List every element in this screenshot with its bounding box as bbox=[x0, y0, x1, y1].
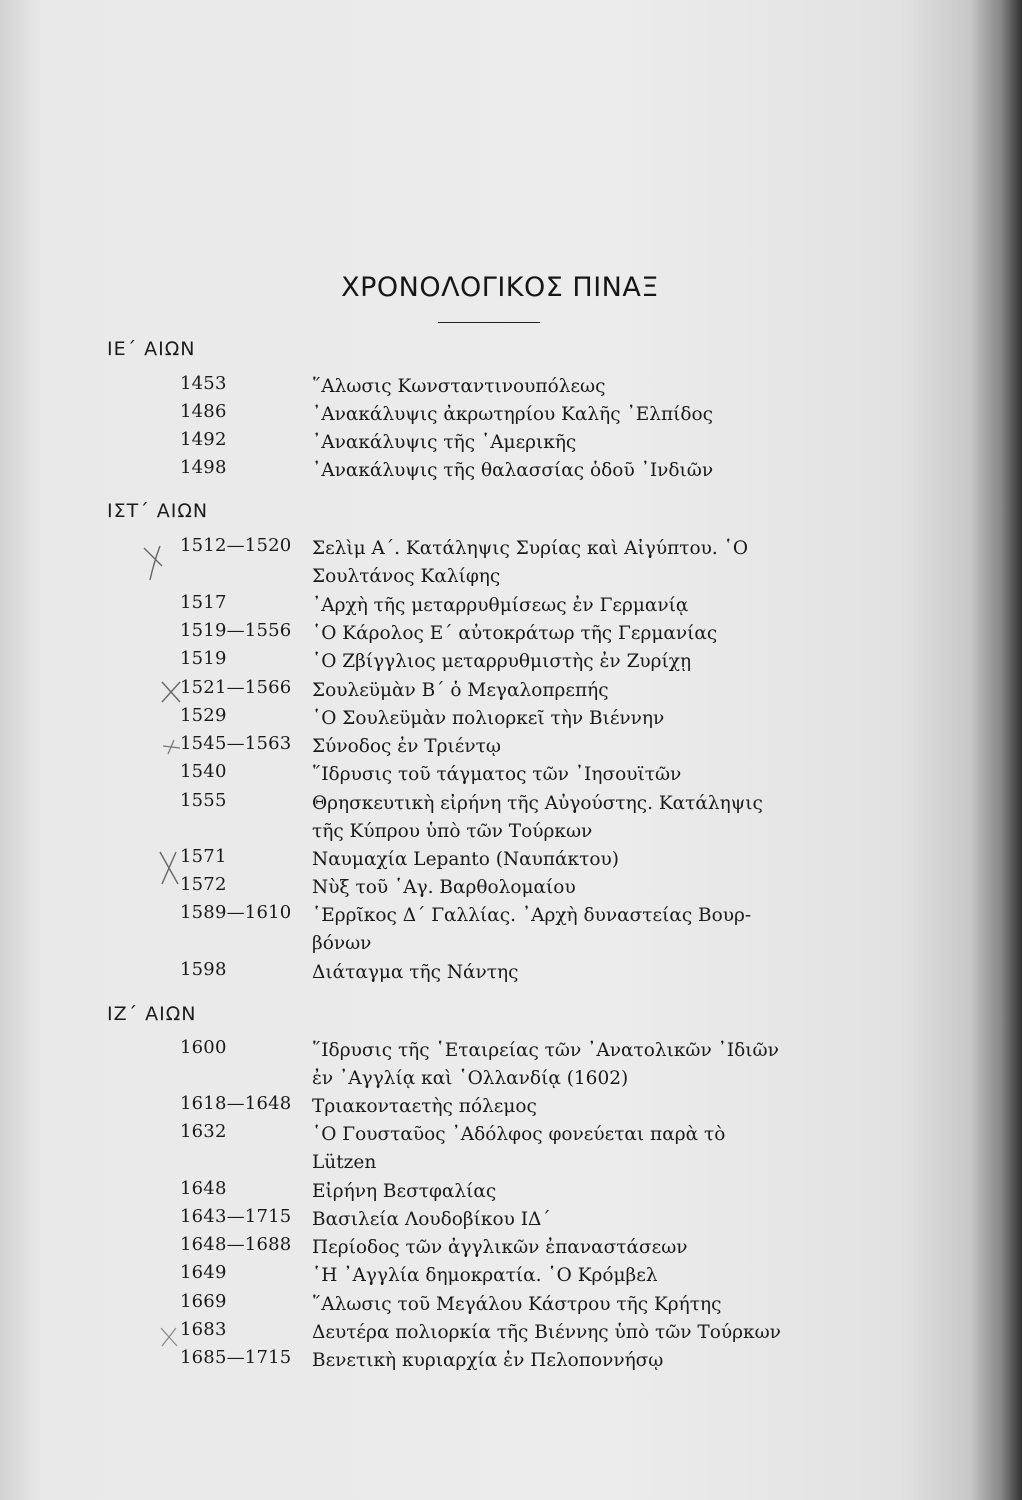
entry-year: 1648—1688 bbox=[180, 1234, 292, 1255]
entry-event: Τριακονταετὴς πόλεμος bbox=[312, 1096, 537, 1117]
handwritten-x-mark bbox=[140, 540, 170, 584]
entry-event: ῞Αλωσις τοῦ Μεγάλου Κάστρου τῆς Κρήτης bbox=[312, 1294, 722, 1315]
handwritten-x-mark bbox=[158, 1324, 180, 1350]
entry-event: ῾Η ᾿Αγγλία δημοκρατία. ῾Ο Κρόμβελ bbox=[312, 1265, 658, 1286]
chronology-row bbox=[0, 790, 1000, 842]
entry-year: 1512—1520 bbox=[180, 535, 292, 556]
title-underline bbox=[438, 322, 540, 323]
entry-event: ῞Ιδρυσις τοῦ τάγματος τῶν ᾿Ιησουϊτῶν bbox=[312, 764, 682, 785]
chronology-row bbox=[0, 959, 1000, 989]
century-heading-17: ΙΖ΄ ΑΙΩΝ bbox=[107, 1003, 197, 1025]
entry-event: ῾Ο Κάρολος Ε΄ αὐτοκράτωρ τῆς Γερμανίας bbox=[312, 623, 718, 644]
entry-event-line2: Σουλτάνος Καλίφης bbox=[312, 566, 501, 587]
entry-event-line1: ῾Ο Γουσταῦος ᾿Αδόλφος φονεύεται παρὰ τὸ bbox=[312, 1124, 726, 1145]
chronology-row bbox=[0, 401, 1000, 431]
chronology-row bbox=[0, 1234, 1000, 1264]
entry-event-line2: τῆς Κύπρου ὑπὸ τῶν Τούρκων bbox=[312, 821, 593, 842]
entry-year: 1453 bbox=[180, 373, 227, 394]
entry-year: 1572 bbox=[180, 874, 227, 895]
entry-event bbox=[312, 535, 872, 591]
entry-year: 1669 bbox=[180, 1291, 227, 1312]
entry-event-line1: ῾Ερρῖκος Δ΄ Γαλλίας. ᾿Αρχὴ δυναστείας Βουρ- bbox=[312, 905, 752, 926]
entry-event: Δευτέρα πολιορκία τῆς Βιέννης ὑπὸ τῶν Τούρκων bbox=[312, 1322, 781, 1343]
entry-event bbox=[312, 1121, 872, 1177]
chronology-row bbox=[0, 874, 1000, 904]
chronology-row bbox=[0, 1121, 1000, 1173]
entry-year: 1618—1648 bbox=[180, 1093, 292, 1114]
chronology-row bbox=[0, 648, 1000, 678]
chronology-row bbox=[0, 846, 1000, 876]
chronology-row bbox=[0, 1093, 1000, 1123]
chronology-row bbox=[0, 733, 1000, 763]
entry-event-line2: βόνων bbox=[312, 933, 372, 954]
entry-event: ῾Ο Σουλεϋμὰν πολιορκεῖ τὴν Βιέννην bbox=[312, 708, 665, 729]
handwritten-x-mark bbox=[158, 678, 184, 706]
entry-year: 1521—1566 bbox=[180, 677, 292, 698]
chronology-row bbox=[0, 592, 1000, 622]
entry-event: ᾿Ανακάλυψις ἀκρωτηρίου Καλῆς ᾿Ελπίδος bbox=[312, 404, 714, 425]
chronology-row bbox=[0, 705, 1000, 735]
entry-year: 1519 bbox=[180, 648, 227, 669]
century-heading-15: ΙΕ΄ ΑΙΩΝ bbox=[107, 338, 196, 360]
entry-year: 1571 bbox=[180, 846, 227, 867]
entry-event: Σουλεϋμὰν Β΄ ὁ Μεγαλοπρεπής bbox=[312, 680, 609, 701]
entry-event-line1: Θρησκευτικὴ εἰρήνη τῆς Αὐγούστης. Κατάληψις bbox=[312, 793, 763, 814]
entry-event: Εἰρήνη Βεστφαλίας bbox=[312, 1181, 497, 1202]
entry-event bbox=[312, 1037, 872, 1093]
entry-event: ῞Αλωσις Κωνσταντινουπόλεως bbox=[312, 376, 606, 397]
page-title: ΧΡΟΝΟΛΟΓΙΚΟΣ ΠΙΝΑΞ bbox=[341, 272, 659, 303]
chronology-row bbox=[0, 457, 1000, 487]
chronology-row bbox=[0, 1347, 1000, 1377]
chronology-row bbox=[0, 1262, 1000, 1292]
chronology-row bbox=[0, 902, 1000, 954]
entry-year: 1643—1715 bbox=[180, 1206, 292, 1227]
chronology-row bbox=[0, 1037, 1000, 1089]
entry-event: ᾿Ανακάλυψις τῆς θαλασσίας ὁδοῦ ᾿Ινδιῶν bbox=[312, 460, 714, 481]
chronology-row bbox=[0, 677, 1000, 707]
chronology-row bbox=[0, 1319, 1000, 1349]
handwritten-x-mark bbox=[160, 738, 182, 756]
entry-event: Περίοδος τῶν ἀγγλικῶν ἐπαναστάσεων bbox=[312, 1237, 688, 1258]
entry-year: 1498 bbox=[180, 457, 227, 478]
entry-year: 1600 bbox=[180, 1037, 227, 1058]
entry-event: Βενετικὴ κυριαρχία ἐν Πελοποννήσῳ bbox=[312, 1350, 664, 1371]
entry-event-line2: Lützen bbox=[312, 1152, 377, 1173]
entry-year: 1632 bbox=[180, 1121, 227, 1142]
century-heading-16: ΙΣΤ΄ ΑΙΩΝ bbox=[107, 500, 209, 522]
entry-event: ᾿Ανακάλυψις τῆς ῾Αμερικῆς bbox=[312, 432, 577, 453]
entry-year: 1649 bbox=[180, 1262, 227, 1283]
chronology-row bbox=[0, 373, 1000, 403]
chronology-row bbox=[0, 1291, 1000, 1321]
chronology-row bbox=[0, 761, 1000, 791]
entry-year: 1540 bbox=[180, 761, 227, 782]
entry-year: 1545—1563 bbox=[180, 733, 292, 754]
chronology-row bbox=[0, 1206, 1000, 1236]
entry-year: 1529 bbox=[180, 705, 227, 726]
entry-year: 1589—1610 bbox=[180, 902, 292, 923]
entry-year: 1519—1556 bbox=[180, 620, 292, 641]
entry-year: 1648 bbox=[180, 1178, 227, 1199]
entry-event-line2: ἐν ᾿Αγγλίᾳ καὶ ῾Ολλανδίᾳ (1602) bbox=[312, 1068, 629, 1089]
chronology-row bbox=[0, 1178, 1000, 1208]
entry-event-line1: Σελὶμ Α΄. Κατάληψις Συρίας καὶ Αἰγύπτου. ῾Ο bbox=[312, 538, 749, 559]
entry-event: Διάταγμα τῆς Νάντης bbox=[312, 962, 519, 983]
entry-event: Ναυμαχία Lepanto (Ναυπάκτου) bbox=[312, 849, 619, 870]
entry-year: 1598 bbox=[180, 959, 227, 980]
entry-event: Βασιλεία Λουδοβίκου ΙΔ΄ bbox=[312, 1209, 551, 1230]
entry-event: Νὺξ τοῦ ῾Αγ. Βαρθολομαίου bbox=[312, 877, 576, 898]
entry-year: 1486 bbox=[180, 401, 227, 422]
entry-year: 1683 bbox=[180, 1319, 227, 1340]
chronology-row bbox=[0, 429, 1000, 459]
entry-event: ᾿Αρχὴ τῆς μεταρρυθμίσεως ἐν Γερμανίᾳ bbox=[312, 595, 689, 616]
entry-event: ῾Ο Ζβίγγλιος μεταρρυθμιστὴς ἐν Ζυρίχῃ bbox=[312, 651, 692, 672]
handwritten-x-mark bbox=[156, 848, 182, 888]
entry-event-line1: ῞Ιδρυσις τῆς ῾Εταιρείας τῶν ᾿Ανατολικῶν ᾿Ιδιῶν bbox=[312, 1040, 779, 1061]
chronology-row bbox=[0, 620, 1000, 650]
entry-year: 1685—1715 bbox=[180, 1347, 292, 1368]
entry-event bbox=[312, 902, 872, 958]
entry-event: Σύνοδος ἐν Τριέντῳ bbox=[312, 736, 501, 757]
entry-year: 1555 bbox=[180, 790, 227, 811]
entry-year: 1492 bbox=[180, 429, 227, 450]
entry-event bbox=[312, 790, 872, 846]
entry-year: 1517 bbox=[180, 592, 227, 613]
